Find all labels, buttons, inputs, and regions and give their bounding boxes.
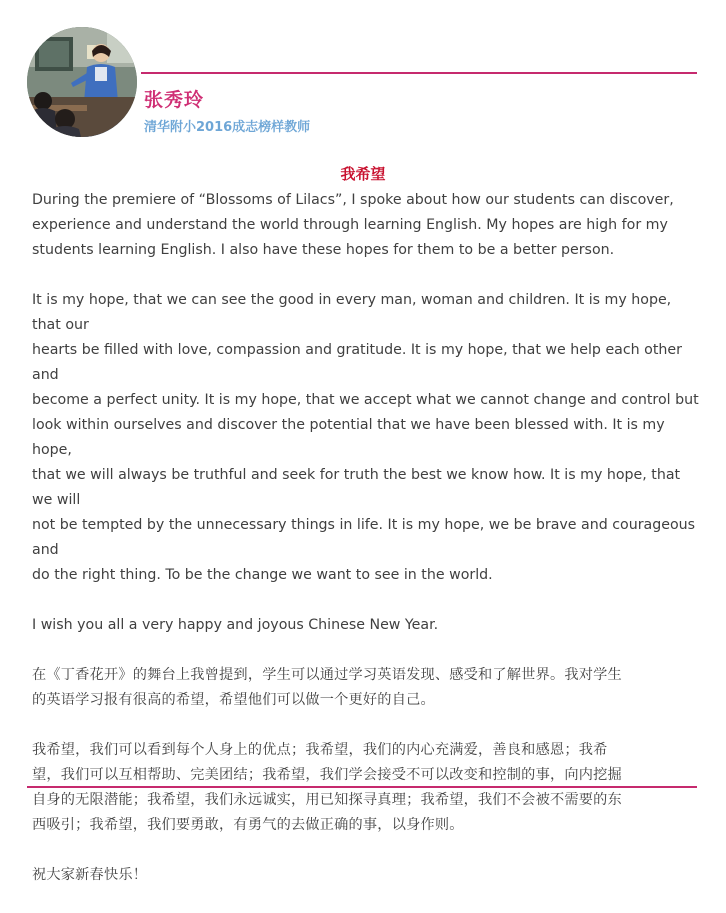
footer-divider [27, 786, 697, 788]
author-name: 张秀玲 [144, 89, 205, 111]
teacher-classroom-photo-icon [27, 27, 137, 137]
article-heading: 我希望 [340, 165, 386, 183]
header-divider [141, 72, 697, 74]
paragraph-zh-intro: 在《丁香花开》的舞台上我曾提到，学生可以通过学习英语发现、感受和了解世界。我对学生 的英语学习报有很高的希望，希望他们可以做一个更好的自己。 [32, 667, 622, 708]
author-title: 清华附小2016成志榜样教师 [144, 120, 311, 135]
paragraph-zh-wish: 祝大家新春快乐！ [32, 867, 148, 883]
paragraph-en-intro: During the premiere of “Blossoms of Lilacs”, I spoke about how our students can discover, experience and understand the world through learning English. My hopes are high for my students learning English. I also have these hopes for them to be a better person. [32, 192, 674, 258]
article-body [32, 188, 702, 913]
paragraph-en-hopes: It is my hope, that we can see the good in every man, woman and children. It is my hope, that our hearts be filled with love, compassion and gratitude. It is my hope, that we help each other and become a perfect unity. It is my hope, that we accept what we cannot change and control but look within ourselves and discover the potential that we have been blessed with. It is my hope, that we will always be truthful and seek for truth the best we know how. It is my hope, that we will not be tempted by the unnecessary things in life. It is my hope, we be brave and courageous and do the right thing. To be the change we want to see in the world. [32, 292, 699, 583]
paragraph-en-wish: I wish you all a very happy and joyous Chinese New Year. [32, 617, 439, 633]
paragraph-zh-hopes: 我希望，我们可以看到每个人身上的优点；我希望，我们的内心充满爱，善良和感恩；我希 望，我们可以互相帮助、完美团结；我希望，我们学会接受不可以改变和控制的事，向内挖掘 自身的无限潜能；我希望，我们永远诚实，用已知探寻真理；我希望，我们不会被不需要的东 西吸引；我希望，我们要勇敢，有勇气的去做正确的事，以身作则。 [32, 742, 622, 833]
